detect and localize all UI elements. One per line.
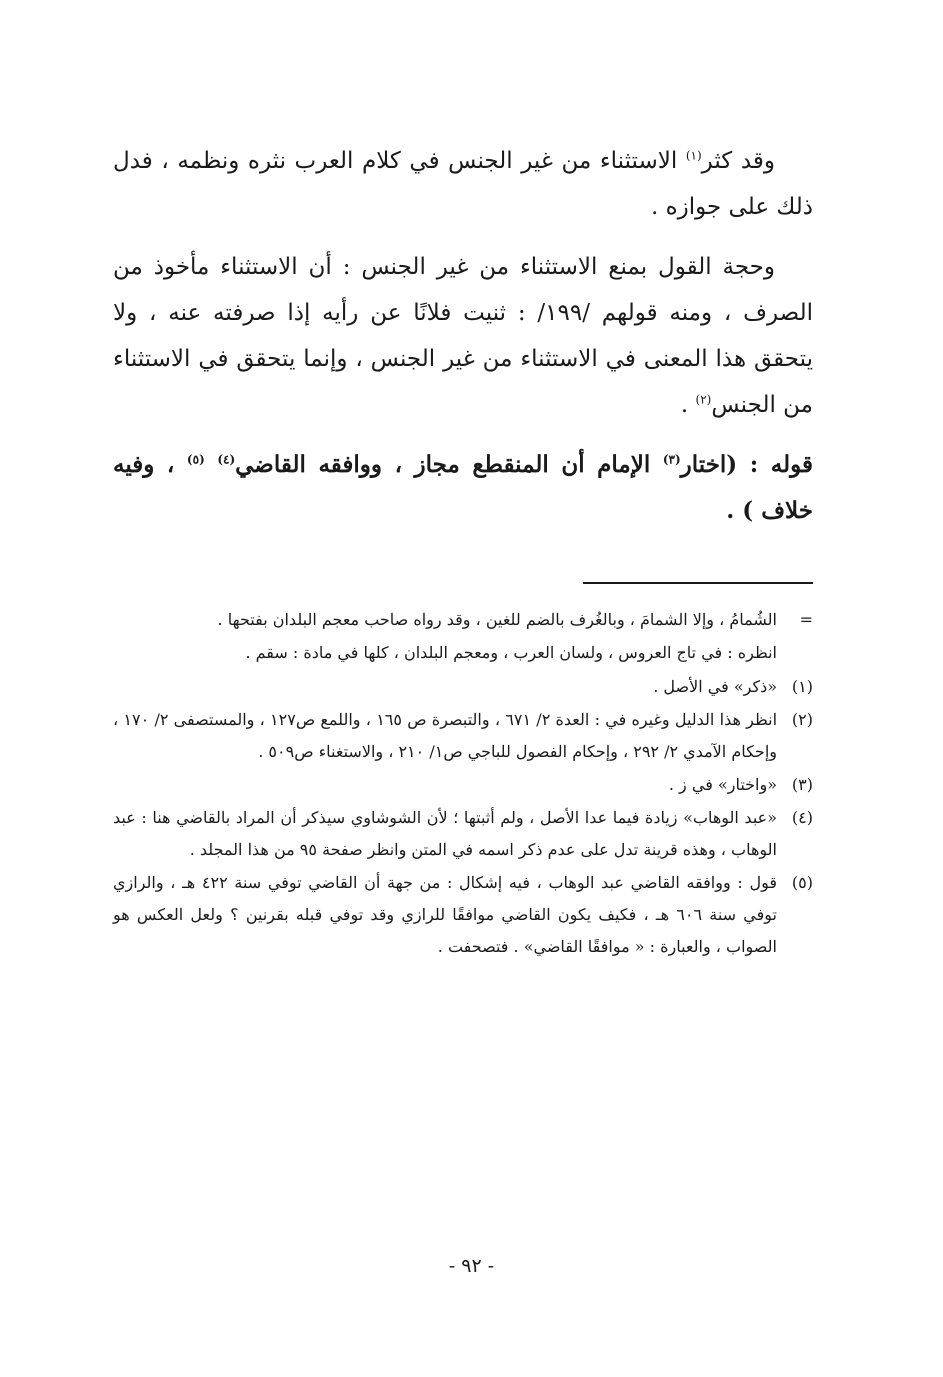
footnote-number: (٣) <box>791 775 813 794</box>
footnote-2 <box>113 704 813 768</box>
paragraph-2: وحجة القول بمنع الاستثناء من غير الجنس : أن الاستثناء مأخوذ من الصرف ، ومنه قولهم /١٩٩/ : ثنيت فلانًا عن رأيه إذا صرفته عنه ، ولا يتحقق هذا المعنى في الاستثناء من غير الجنس ، وإنما يتحقق في الاستثناء من الجنس$^{(٢)}$ . <box>113 254 813 418</box>
main-text <box>113 138 813 548</box>
footnote-continued <box>113 604 813 636</box>
footnote-ref-1[interactable]: (١) <box>685 148 702 163</box>
continuation-marker: = <box>799 610 813 629</box>
footnote-number: (٥) <box>791 873 813 892</box>
footnote-text: انظر هذا الدليل وغيره في : العدة ٢/ ٦٧١ ، والتبصرة ص ١٦٥ ، واللمع ص١٢٧ ، والمستصفى ٢/ ١٧٠ ، وإحكام الآمدي ٢/ ٢٩٢ ، وإحكام الفصول للباجي ص١/ ٢١٠ ، والاستغناء ص٥٠٩ . <box>113 710 778 761</box>
footnote-number: (٤) <box>791 808 813 827</box>
footnote-ref-4[interactable]: (٤) <box>217 452 236 467</box>
footnote-number: (١) <box>791 677 813 696</box>
paragraph-1: وقد كثر$^{(١)}$ الاستثناء من غير الجنس في كلام العرب نثره ونظمه ، فدل ذلك على جوازه . <box>113 148 813 220</box>
footnote-5 <box>113 867 813 963</box>
footnote-number: (٢) <box>791 710 813 729</box>
footnote-text: «عبد الوهاب» زيادة فيما عدا الأصل ، ولم أثبتها ؛ لأن الشوشاوي سيذكر أن المراد بالقاضي هنا : عبد الوهاب ، وهذه قرينة تدل على عدم ذكر اسمه في المتن وانظر صفحة ٩٥ من هذا المجلد . <box>113 808 777 859</box>
footnotes-section <box>113 604 813 964</box>
footnote-text: «ذكر» في الأصل . <box>653 677 777 696</box>
footnote-ref-2[interactable]: (٢) <box>695 392 712 407</box>
footnote-see-also: انظره : في تاج العروس ، ولسان العرب ، ومعجم البلدان ، كلها في مادة : سقم . <box>245 643 777 662</box>
footnote-3 <box>113 769 813 801</box>
footnote-separator <box>583 582 813 584</box>
paragraph-3-quote: قوله : (اختار$^{(٣)}$ الإمام أن المنقطع مجاز ، ووافقه القاضي$^{(٤)}$ $^{(٥)}$ ، وفيه خلاف ) . <box>113 451 814 524</box>
footnote-ref-5[interactable]: (٥) <box>186 452 205 467</box>
footnote-continued-text: الشُمامُ ، وإلا الشمامَ ، وبالغُرف بالضم للغين ، وقد رواه صاحب معجم البلدان بفتحها . <box>217 610 777 629</box>
footnote-text: قول : ووافقه القاضي عبد الوهاب ، فيه إشكال : من جهة أن القاضي توفي سنة ٤٢٢ هـ ، والرازي توفي سنة ٦٠٦ هـ ، فكيف يكون القاضي موافقًا للرازي وقد توفي قبله بقرنين ؟ ولعل العكس هو الصواب ، والعبارة : « موافقًا القاضي» . فتصحفت . <box>113 873 777 956</box>
footnote-text: «واختار» في ز . <box>668 775 777 794</box>
footnote-4 <box>113 802 813 866</box>
page-number: - ٩٢ - <box>448 1255 495 1277</box>
footnote-ref-3[interactable]: (٣) <box>662 452 681 467</box>
footnote-1 <box>113 671 813 703</box>
